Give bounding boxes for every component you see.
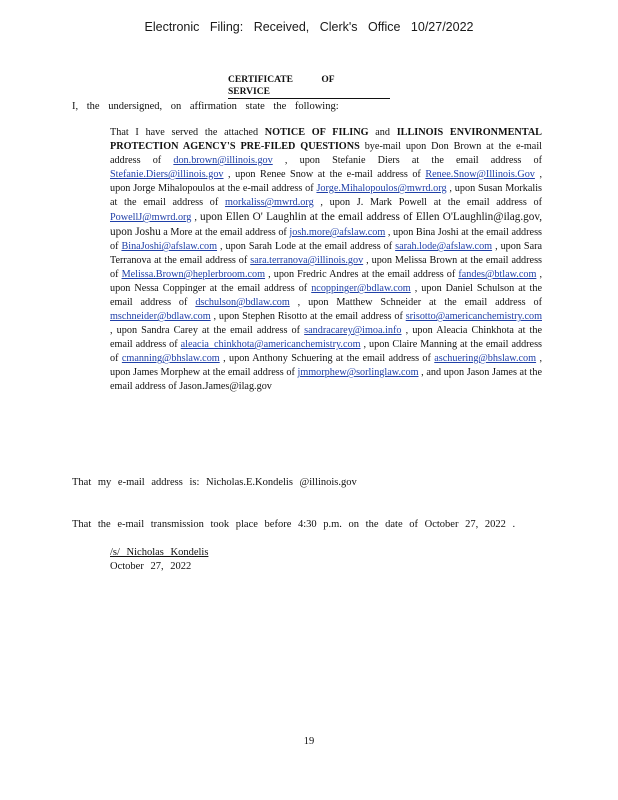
email-link-aleacia-chinkhota[interactable]: aleacia_chinkhota@americanchemistry.com — [180, 339, 361, 350]
email-link-nessa-coppinger[interactable]: ncoppinger@bdlaw.com — [311, 283, 411, 294]
service-text: , upon Sandra Carey at the email address of — [110, 325, 305, 336]
service-text: , upon Melissa Brown at the email address of — [110, 255, 542, 280]
email-link-melissa-brown[interactable]: Melissa.Brown@heplerbroom.com — [121, 269, 266, 280]
transmission-statement: That the e-mail transmission took place before 4:30 p.m. on the date of October 27, 2022 . — [72, 519, 516, 530]
email-link-matthew-schneider[interactable]: mschneider@bdlaw.com — [110, 311, 211, 322]
service-text: , upon Daniel Schulson at the email address of — [110, 283, 542, 308]
service-text: , upon Stefanie Diers at the email address of — [272, 155, 542, 166]
service-text: , upon J. Mark Powell at the email address of — [313, 197, 542, 208]
service-paragraph — [110, 126, 542, 394]
service-text: , upon James Morphew at the email address of — [110, 353, 543, 378]
page-number: 19 — [303, 736, 315, 747]
notice-title: NOTICE OF FILING — [264, 127, 369, 138]
service-text: , upon Stephen Risotto at the email address of — [210, 311, 406, 322]
agency-title: ILLINOIS ENVIRONMENTAL PROTECTION AGENCY'S PRE-FILED QUESTIONS — [110, 127, 542, 152]
email-link-mark-powell[interactable]: PowellJ@mwrd.org — [110, 212, 192, 223]
service-text: , upon Bina Joshi at the email address of — [110, 227, 542, 252]
email-link-don-brown[interactable]: don.brown@illinois.gov — [173, 155, 273, 166]
service-text: and — [368, 127, 397, 138]
signature: /s/ Nicholas Kondelis — [110, 547, 209, 558]
service-text: a More at the email address of — [160, 227, 290, 238]
email-link-jorge-mihalopoulos[interactable]: Jorge.Mihalopoulos@mwrd.org — [316, 183, 447, 194]
service-text: , upon Aleacia Chinkhota at the email address of — [110, 325, 542, 350]
ellen-olaughlin-text: upon Ellen O' Laughlin at the email address of Ellen O'Laughlin@ilag.gov, upon Joshu — [110, 211, 542, 238]
efiling-header: Electronic Filing: Received, Clerk's Office 10/27/2022 — [144, 20, 474, 34]
email-link-sara-terranova[interactable]: sara.terranova@illinois.gov — [250, 255, 364, 266]
service-text: , upon Fredric Andres at the email address of — [265, 269, 459, 280]
email-link-renee-snow[interactable]: Renee.Snow@Illinois.Gov — [425, 169, 535, 180]
service-text: , and upon Jason James at the email address of Jason.James@ilag.gov — [110, 367, 542, 392]
email-link-stephen-risotto[interactable]: srisotto@americanchemistry.com — [405, 311, 542, 322]
email-link-daniel-schulson[interactable]: dschulson@bdlaw.com — [195, 297, 290, 308]
email-link-stefanie-diers[interactable]: Stefanie.Diers@illinois.gov — [110, 169, 224, 180]
email-statement: That my e-mail address is: Nicholas.E.Kondelis @illinois.gov — [72, 477, 357, 488]
email-link-anthony-schuering[interactable]: aschuering@bhslaw.com — [434, 353, 537, 364]
email-link-sandra-carey[interactable]: sandracarey@imoa.info — [304, 325, 402, 336]
service-text: , upon Susan Morkalis at the email address of — [110, 183, 542, 208]
email-link-claire-manning[interactable]: cmanning@bhslaw.com — [121, 353, 220, 364]
service-text: , upon Nessa Coppinger at the email address of — [110, 269, 542, 294]
email-link-bina-joshi[interactable]: BinaJoshi@afslaw.com — [121, 241, 218, 252]
service-text: , upon Sarah Lode at the email address of — [217, 241, 396, 252]
service-text: , upon Sara Terranova at the email address of — [110, 241, 542, 266]
email-link-susan-morkalis[interactable]: morkaliss@mwrd.org — [224, 197, 314, 208]
intro-statement: I, the undersigned, on affirmation state the following: — [72, 101, 339, 112]
email-link-fredric-andres[interactable]: fandes@btlaw.com — [458, 269, 537, 280]
email-link-sarah-lode[interactable]: sarah.lode@afslaw.com — [395, 241, 493, 252]
service-text: , — [191, 212, 201, 223]
service-text: , upon Renee Snow at the e-mail address of — [223, 169, 426, 180]
service-text: bye-mail upon Don Brown at the e-mail address of — [110, 141, 542, 166]
service-text: , upon Matthew Schneider at the email address of — [289, 297, 542, 308]
signature-date: October 27, 2022 — [110, 561, 192, 572]
email-link-james-morphew[interactable]: jmmorphew@sorlinglaw.com — [297, 367, 419, 378]
certificate-title: CERTIFICATE OF SERVICE — [228, 74, 390, 99]
email-link-josh-more[interactable]: josh.more@afslaw.com — [289, 227, 386, 238]
service-text: , upon Anthony Schuering at the email address of — [219, 353, 435, 364]
service-text: , upon Jorge Mihalopoulos at the e-mail address of — [110, 169, 542, 194]
service-text: , upon Claire Manning at the email address of — [110, 339, 543, 364]
service-text: That I have served the attached — [110, 127, 265, 138]
